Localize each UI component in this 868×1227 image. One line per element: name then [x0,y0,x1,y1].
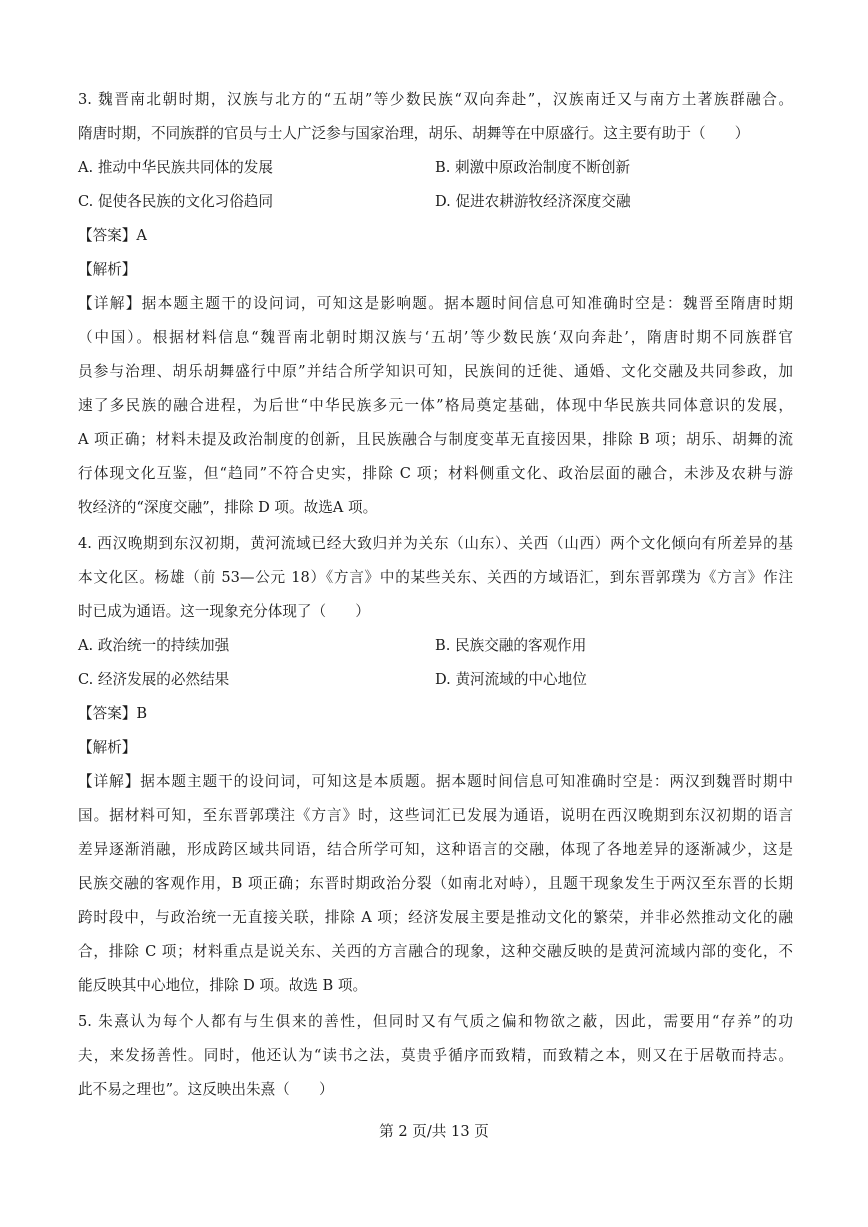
stem-line: 3. 魏晋南北朝时期，汉族与北方的“五胡”等少数民族“双向奔赴”，汉族南迁又与南方土著族群融合。 [78,91,793,108]
page-footer: 第 2 页/共 13 页 [379,1123,489,1140]
detail-line: 【详解】据本题主题干的设问词，可知这是本质题。据本题时间信息可知准确时空是：两汉到魏晋时期中 [78,773,793,790]
detail-line: 【详解】据本题主题干的设问词，可知这是影响题。据本题时间信息可知准确时空是：魏晋至隋唐时期 [78,295,793,312]
analysis-label: 【解析】 [78,261,137,278]
detail-line: 跨时段中，与政治统一无直接关联，排除 A 项；经济发展主要是推动文化的繁荣，并非必然推动文化的融 [78,909,793,926]
stem-line: 此不易之理也”。这反映出朱熹（ ） [78,1081,334,1098]
detail-line: 员参与治理、胡乐胡舞盛行中原”并结合所学知识可知，民族间的迁徙、通婚、文化交融及共同参政，加 [78,363,793,380]
stem-line: 夫，来发扬善性。同时，他还认为“读书之法，莫贵乎循序而致精，而致精之本，则又在于居敬而持志。 [78,1047,793,1064]
question-3-detail [78,287,793,525]
detail-line: （中国）。根据材料信息“魏晋南北朝时期汉族与‘五胡’等少数民族‘双向奔赴’，隋唐时期不同族群官 [78,329,793,346]
detail-line: 速了多民族的融合进程，为后世“中华民族多元一体”格局奠定基础，体现中华民族共同体意识的发展， [78,397,793,414]
detail-line: 能反映其中心地位，排除 D 项。故选 B 项。 [78,977,368,994]
question-4-stem [78,527,793,629]
answer-label: 【答案】B [78,705,148,722]
stem-line: 4. 西汉晚期到东汉初期，黄河流域已经大致归并为关东（山东）、关西（山西）两个文化倾向有所差异的基 [78,535,793,552]
option-a: A. 推动中华民族共同体的发展 [78,159,273,176]
option-d: D. 黄河流域的中心地位 [435,671,587,688]
detail-line: 合，排除 C 项；材料重点是说关东、关西的方言融合的现象，这种交融反映的是黄河流域内部的变化，不 [78,943,793,960]
answer-label: 【答案】A [78,227,147,244]
detail-line: 国。据材料可知，至东晋郭璞注《方言》时，这些词汇已发展为通语，说明在西汉晚期到东汉初期的语言 [78,807,793,824]
option-b: B. 民族交融的客观作用 [435,637,587,654]
option-b: B. 刺激中原政治制度不断创新 [435,159,631,176]
option-a: A. 政治统一的持续加强 [78,637,230,654]
stem-line: 5. 朱熹认为每个人都有与生俱来的善性，但同时又有气质之偏和物欲之蔽，因此，需要用“存养”的功 [78,1013,793,1030]
stem-line: 时已成为通语。这一现象充分体现了（ ） [78,603,370,620]
option-c: C. 促使各民族的文化习俗趋同 [78,193,274,210]
stem-line: 本文化区。杨雄（前 53—公元 18）《方言》中的某些关东、关西的方域语汇，到东晋郭璞为《方言》作注 [78,569,793,586]
stem-line: 隋唐时期，不同族群的官员与士人广泛参与国家治理，胡乐、胡舞等在中原盛行。这主要有助于（ ） [78,125,750,142]
detail-line: A 项正确；材料未提及政治制度的创新，且民族融合与制度变革无直接因果，排除 B 项；胡乐、胡舞的流 [78,431,793,448]
detail-line: 差异逐渐消融，形成跨区域共同语，结合所学可知，这种语言的交融，体现了各地差异的逐渐减少，这是 [78,841,793,858]
detail-line: 行体现文化互鉴，但“趋同”不符合史实，排除 C 项；材料侧重文化、政治层面的融合，未涉及农耕与游 [78,465,793,482]
question-5-stem [78,1005,793,1107]
question-3-stem [78,83,793,151]
detail-line: 民族交融的客观作用，B 项正确；东晋时期政治分裂（如南北对峙），且题干现象发生于两汉至东晋的长期 [78,875,793,892]
option-c: C. 经济发展的必然结果 [78,671,230,688]
detail-line: 牧经济的“深度交融”，排除 D 项。故选A 项。 [78,499,378,516]
question-4-detail [78,765,793,1003]
option-d: D. 促进农耕游牧经济深度交融 [435,193,631,210]
analysis-label: 【解析】 [78,739,137,756]
